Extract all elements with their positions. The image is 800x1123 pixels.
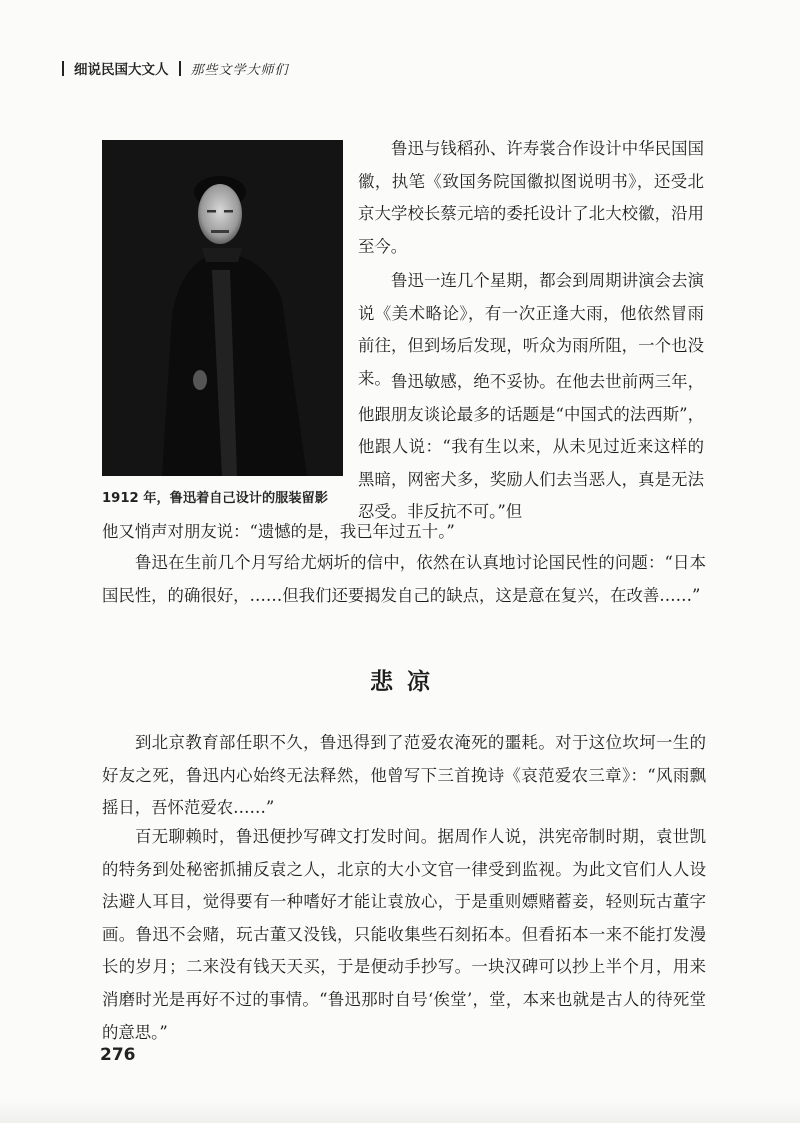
paragraph: 百无聊赖时，鲁迅便抄写碑文打发时间。据周作人说，洪宪帝制时期，袁世凯的特务到处秘密抓捕反袁之人，北京的大小文官一律受到监视。为此文官们人人设法避人耳目，觉得要有一种嗜好才能让袁放心，于是重则嫖赌蓄妾，轻则玩古董字画。鲁迅不会赌，玩古董又没钱，只能收集些石刻拓本。但看拓本一来不能打发漫长的岁月；二来没有钱天天买，于是便动手抄写。一块汉碑可以抄上半个月，用来消磨时光是再好不过的事情。“鲁迅那时自号‘俟堂’，堂，本来也就是古人的待死堂的意思。” (102, 827, 706, 1042)
paragraph: 到北京教育部任职不久，鲁迅得到了范爱农淹死的噩耗。对于这位坎坷一生的好友之死，鲁迅内心始终无法释然，他曾写下三首挽诗《哀范爱农三章》：“风雨飘摇日，吾怀范爱农……” (102, 733, 706, 818)
paragraph: 鲁迅一连几个星期，都会到周期讲演会去演说《美术略论》，有一次正逢大雨，他依然冒雨前往，但到场后发现，听众为雨所阻，一个也没来。 (358, 271, 704, 388)
section-heading: 悲凉 (370, 668, 444, 695)
header-divider (179, 61, 181, 76)
portrait-photo-icon (102, 140, 343, 476)
running-header (62, 58, 289, 78)
book-title: 细说民国大文人 (74, 62, 169, 78)
paragraph: 鲁迅在生前几个月写给尤炳圻的信中，依然在认真地讨论国民性的问题：“日本国民性，的确很好，……但我们还要揭发自己的缺点，这是意在复兴，在改善……” (102, 553, 706, 605)
section-title: 那些文学大师们 (190, 62, 289, 78)
page-edge (0, 1100, 800, 1123)
paragraph: 鲁迅敏感，绝不妥协。在他去世前两三年，他跟朋友谈论最多的话题是“中国式的法西斯”，他跟人说：“我有生以来，从未见过近来这样的黑暗，网密犬多，奖励人们去当恶人，真是无法忍受。非反抗不可。”但 (358, 372, 704, 522)
header-divider (62, 61, 64, 76)
portrait-photo (102, 140, 343, 476)
paragraph: 他又悄声对朋友说：“遗憾的是，我已年过五十。” (102, 522, 455, 541)
paragraph: 鲁迅与钱稻孙、许寿裳合作设计中华民国国徽，执笔《致国务院国徽拟图说明书》，还受北京大学校长蔡元培的委托设计了北大校徽，沿用至今。 (358, 139, 704, 256)
photo-caption: 1912 年，鲁迅着自己设计的服装留影 (102, 491, 328, 506)
page-number: 276 (100, 1045, 136, 1065)
